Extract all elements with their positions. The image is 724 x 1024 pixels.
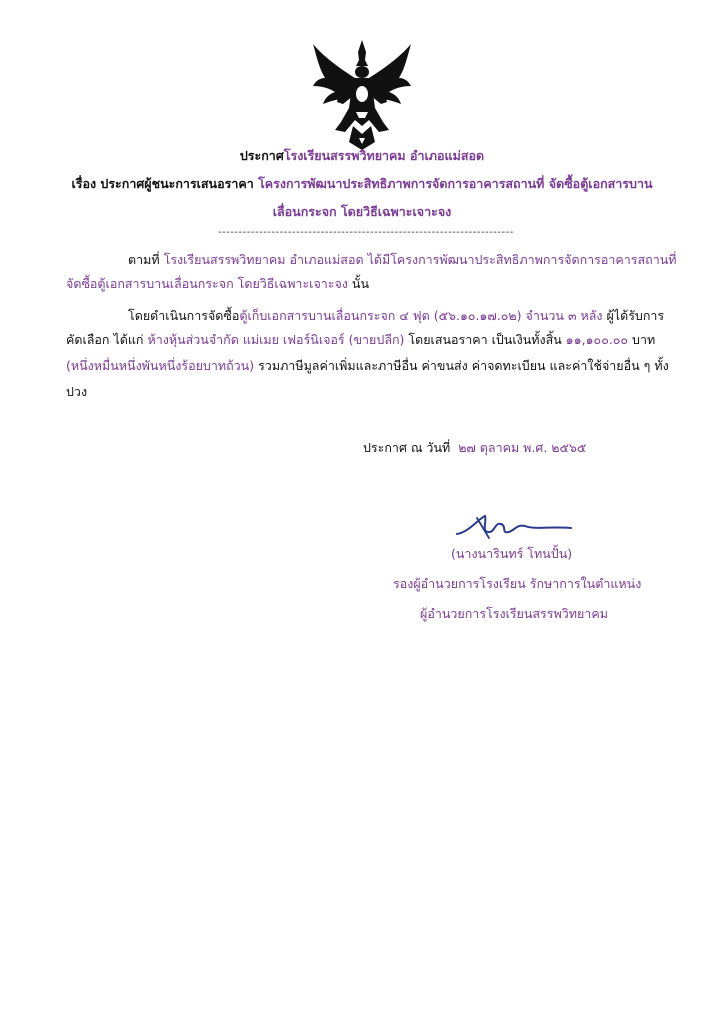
paragraph1-line1: ตามที่ โรงเรียนสรรพวิทยาคม อำเภอแม่สอด ได้มีโครงการพัฒนาประสิทธิภาพการจัดการอาคารสถานที่ xyxy=(128,252,677,267)
project-ref-cont: จัดซื้อตู้เอกสารบานเลื่อนกระจก โดยวิธีเฉพาะเจาะจง xyxy=(66,276,348,291)
paragraph2-line2: คัดเลือก ได้แก่ ห้างหุ้นส่วนจำกัด แม่เมย เฟอร์นิเจอร์ (ขายปลีก) โดยเสนอราคา เป็นเงินทั้งสิ้น ๑๑,๑๐๐.๐๐ บาท xyxy=(66,332,656,347)
project-title-line2: เลื่อนกระจก โดยวิธีเฉพาะเจาะจง xyxy=(272,204,452,219)
project-ref: ได้มีโครงการพัฒนาประสิทธิภาพการจัดการอาคารสถานที่ xyxy=(367,252,677,267)
school-name: โรงเรียนสรรพวิทยาคม อำเภอแม่สอด xyxy=(283,148,485,163)
subject-line xyxy=(0,174,724,194)
project-title-line1: โครงการพัฒนาประสิทธิภาพการจัดการอาคารสถานที่ จัดซื้อตู้เอกสารบาน xyxy=(258,176,653,191)
signer-position-line1: รองผู้อำนวยการโรงเรียน รักษาการในตำแหน่ง xyxy=(393,576,642,591)
announce-date-line: ประกาศ ณ วันที่ ๒๗ ตุลาคม พ.ศ. ๒๕๖๕ xyxy=(363,440,587,455)
paragraph2-line4: ปวง xyxy=(66,384,88,399)
total-amount: ๑๑,๑๐๐.๐๐ xyxy=(565,332,629,347)
paragraph1-line2: จัดซื้อตู้เอกสารบานเลื่อนกระจก โดยวิธีเฉพาะเจาะจง นั้น xyxy=(66,276,370,291)
school-name-ref: โรงเรียนสรรพวิทยาคม อำเภอแม่สอด xyxy=(163,252,364,267)
handwritten-signature xyxy=(455,512,573,542)
announcement-title xyxy=(0,146,724,166)
paragraph2-line1: โดยดำเนินการจัดซื้อตู้เก็บเอกสารบานเลื่อนกระจก ๔ ฟุต (๕๖.๑๐.๑๗.๐๒) จำนวน ๓ หลัง ผู้ได้รับการ xyxy=(128,308,665,323)
item-description: ตู้เก็บเอกสารบานเลื่อนกระจก ๔ ฟุต (๕๖.๑๐.๑๗.๐๒) จำนวน ๓ หลัง xyxy=(239,308,603,323)
signer-position-line2: ผู้อำนวยการโรงเรียนสรรพวิทยาคม xyxy=(420,606,608,621)
announce-date: ๒๗ ตุลาคม พ.ศ. ๒๕๖๕ xyxy=(458,440,587,455)
vendor-name: ห้างหุ้นส่วนจำกัด แม่เมย เฟอร์นิเจอร์ (ขายปลีก) xyxy=(147,332,405,347)
subject-label: เรื่อง ประกาศผู้ชนะการเสนอราคา xyxy=(71,176,254,191)
paragraph2-line3: (หนึ่งหมื่นหนึ่งพันหนึ่งร้อยบาทถ้วน) รวมภาษีมูลค่าเพิ่มและภาษีอื่น ค่าขนส่ง ค่าจดทะเบียน และค่าใช้จ่ายอื่น ๆ ทั้ง xyxy=(66,358,669,373)
separator-line: ------------------------------------------------------------------------ xyxy=(218,227,514,238)
amount-in-words: (หนึ่งหมื่นหนึ่งพันหนึ่งร้อยบาทถ้วน) xyxy=(66,358,255,373)
garuda-emblem xyxy=(309,38,415,152)
title-prefix: ประกาศ xyxy=(239,148,284,163)
signer-name: (นางนารินทร์ โทนปั้น) xyxy=(451,546,573,561)
